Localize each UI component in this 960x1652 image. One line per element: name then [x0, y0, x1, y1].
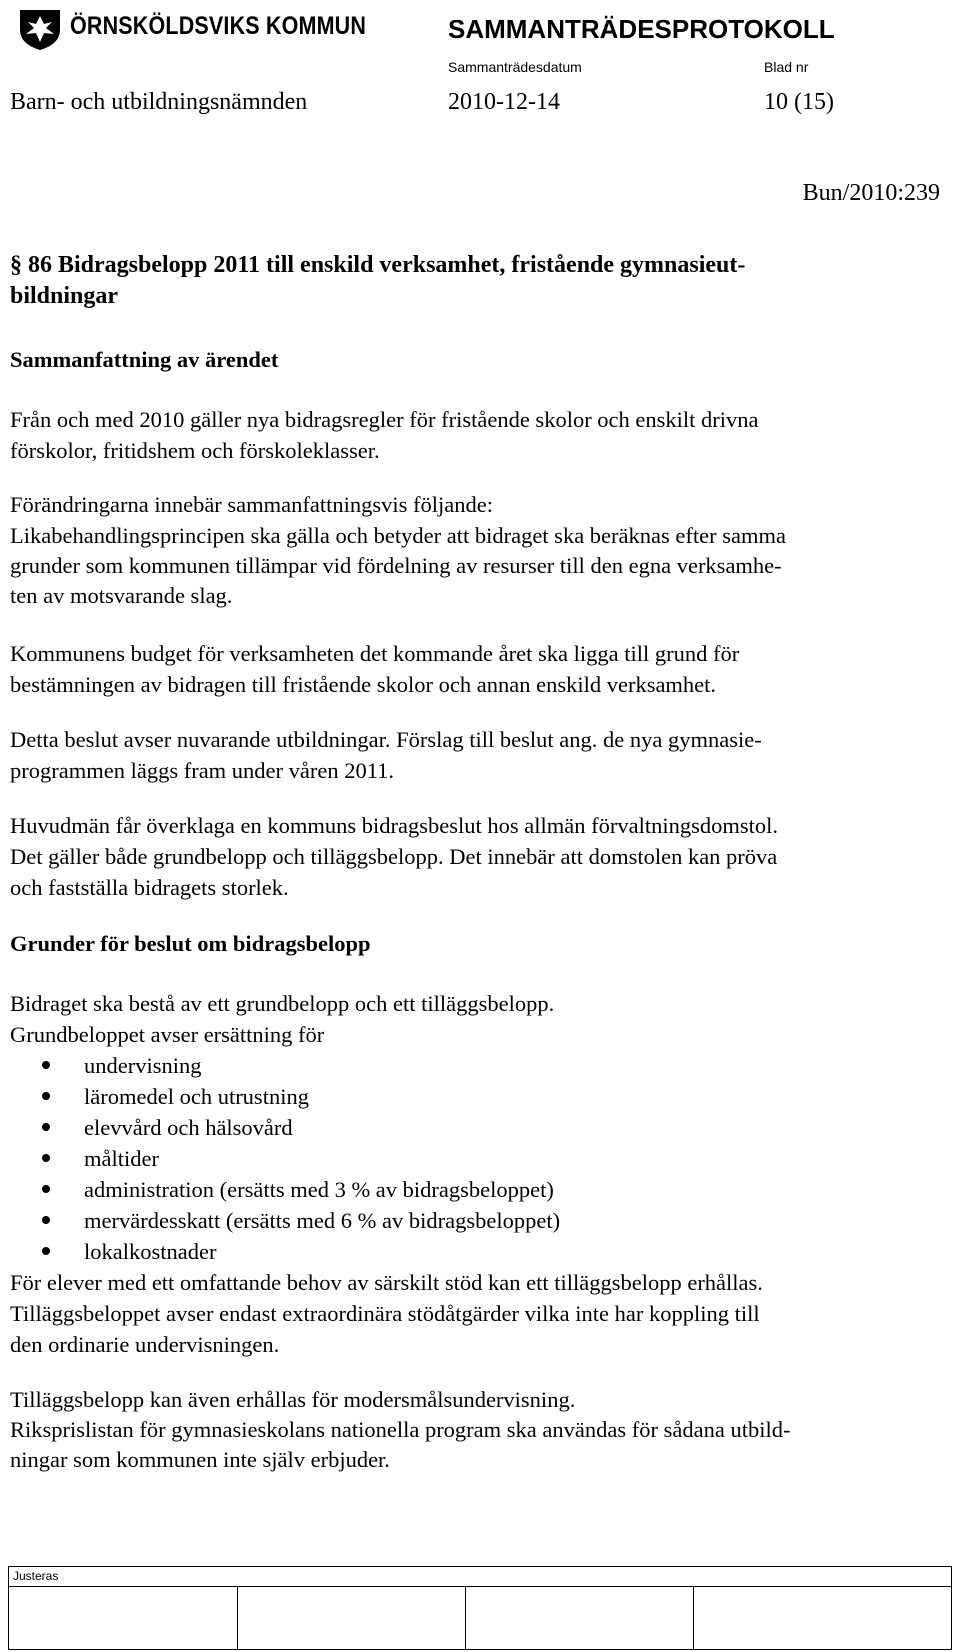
meeting-date-label: Sammanträdesdatum: [448, 59, 582, 75]
paragraph-line: Från och med 2010 gäller nya bidragsregler för fristående skolor och enskilt drivna: [10, 407, 759, 432]
signature-cell-divider: [237, 1586, 238, 1649]
paragraph-line: Likabehandlingsprincipen ska gälla och betyder att bidraget ska beräknas efter samma: [10, 523, 786, 548]
list-item: läromedel och utrustning: [84, 1084, 309, 1109]
list-item: måltider: [84, 1146, 159, 1171]
paragraph-line: och fastställa bidragets storlek.: [10, 875, 289, 900]
paragraph-line: Riksprislistan för gymnasieskolans nationella program ska användas för sådana utbild-: [10, 1417, 791, 1442]
grounds-heading: Grunder för beslut om bidragsbelopp: [10, 931, 371, 956]
list-item: undervisning: [84, 1053, 202, 1078]
paragraph-line: ten av motsvarande slag.: [10, 583, 233, 608]
list-item: lokalkostnader: [84, 1239, 217, 1264]
paragraph-line: Grundbeloppet avser ersättning för: [10, 1022, 325, 1047]
paragraph-line: ningar som kommunen inte själv erbjuder.: [10, 1447, 390, 1472]
paragraph-line: bestämningen av bidragen till fristående skolor och annan enskild verksamhet.: [10, 672, 717, 697]
summary-heading: Sammanfattning av ärendet: [10, 347, 279, 372]
paragraph-line: Huvudmän får överklaga en kommuns bidragsbeslut hos allmän förvaltningsdomstol.: [10, 813, 778, 838]
divider: [9, 1586, 951, 1587]
paragraph-line: Tilläggsbelopp kan även erhållas för modersmålsundervisning.: [10, 1387, 576, 1412]
paragraph-line: Kommunens budget för verksamheten det kommande året ska ligga till grund för: [10, 641, 740, 666]
document-type: SAMMANTRÄDESPROTOKOLL: [448, 14, 835, 44]
bullet-icon: [42, 1061, 50, 1069]
paragraph-line: förskolor, fritidshem och förskoleklasser.: [10, 438, 380, 463]
page-number-label: Blad nr: [764, 59, 809, 75]
approval-table: [8, 1566, 952, 1650]
signature-cell-divider: [693, 1586, 694, 1649]
item-title-line-2: bildningar: [10, 283, 119, 309]
bullet-icon: [42, 1247, 50, 1255]
approval-label: Justeras: [13, 1569, 59, 1583]
paragraph-line: Förändringarna innebär sammanfattningsvis följande:: [10, 492, 493, 517]
meeting-date: 2010-12-14: [448, 89, 560, 115]
signature-cell-divider: [465, 1586, 466, 1649]
paragraph-line: För elever med ett omfattande behov av särskilt stöd kan ett tilläggsbelopp erhållas.: [10, 1270, 763, 1295]
paragraph-line: Detta beslut avser nuvarande utbildningar. Förslag till beslut ang. de nya gymnasie-: [10, 727, 762, 752]
page-number: 10 (15): [764, 89, 834, 115]
paragraph-line: Bidraget ska bestå av ett grundbelopp och ett tilläggsbelopp.: [10, 991, 555, 1016]
paragraph-line: Tilläggsbeloppet avser endast extraordinära stödåtgärder vilka inte har koppling till: [10, 1301, 760, 1326]
bullet-icon: [42, 1092, 50, 1100]
organization-name: ÖRNSKÖLDSVIKS KOMMUN: [70, 12, 367, 40]
committee-name: Barn- och utbildningsnämnden: [10, 89, 308, 115]
item-title-line-1: § 86 Bidragsbelopp 2011 till enskild verksamhet, fristående gymnasieut-: [10, 252, 746, 278]
list-item: elevvård och hälsovård: [84, 1115, 293, 1140]
bullet-icon: [42, 1216, 50, 1224]
bullet-icon: [42, 1154, 50, 1162]
bullet-icon: [42, 1123, 50, 1131]
paragraph-line: den ordinarie undervisningen.: [10, 1332, 280, 1357]
list-item: administration (ersätts med 3 % av bidragsbeloppet): [84, 1177, 554, 1202]
paragraph-line: programmen läggs fram under våren 2011.: [10, 758, 395, 783]
paragraph-line: grunder som kommunen tillämpar vid fördelning av resurser till den egna verksamhe-: [10, 553, 782, 578]
list-item: mervärdesskatt (ersätts med 6 % av bidragsbeloppet): [84, 1208, 561, 1233]
paragraph-line: Det gäller både grundbelopp och tilläggsbelopp. Det innebär att domstolen kan pröva: [10, 844, 778, 869]
case-reference: Bun/2010:239: [802, 180, 940, 206]
municipality-crest-icon: [14, 6, 66, 52]
bullet-icon: [42, 1185, 50, 1193]
